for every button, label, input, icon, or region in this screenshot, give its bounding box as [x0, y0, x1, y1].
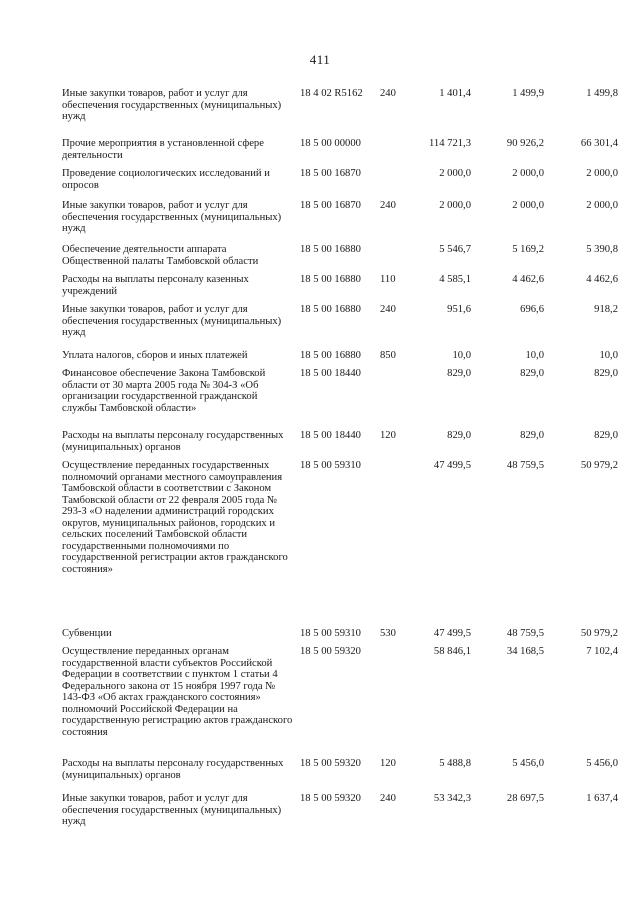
expense-type: 530	[380, 628, 396, 639]
expense-type: 850	[380, 350, 396, 361]
value-year-3: 50 979,2	[580, 460, 618, 471]
table-row	[62, 138, 618, 161]
target-code: 18 5 00 16880	[300, 274, 361, 285]
value-year-3: 918,2	[594, 304, 618, 315]
row-name: Финансовое обеспечение Закона Тамбовской области от 30 марта 2005 года № 304-З «Об организации государственной гражданской службы Тамбовской области»	[62, 368, 266, 414]
row-name: Осуществление переданных государственных полномочий органами местного самоуправления Тамбовской области в соответствии с Законом Тамбовской области от 22 февраля 2005 года № 293-З «О наделении администраций городских округов, муниципальных районов, городских и сельских поселений Тамбовской области государственными полномочиями по государственной регистрации актов гражданского состояния»	[62, 460, 288, 575]
value-year-1: 829,0	[447, 430, 471, 441]
target-code: 18 5 00 16880	[300, 304, 361, 315]
value-year-1: 5 546,7	[439, 244, 471, 255]
value-year-2: 34 168,5	[506, 646, 544, 657]
row-name: Субвенции	[62, 628, 112, 639]
value-year-3: 5 390,8	[586, 244, 618, 255]
row-name: Иные закупки товаров, работ и услуг для обеспечения государственных (муниципальных) нужд	[62, 793, 282, 827]
row-name: Иные закупки товаров, работ и услуг для обеспечения государственных (муниципальных) нужд	[62, 304, 282, 338]
target-code: 18 5 00 16870	[300, 168, 361, 179]
value-year-2: 696,6	[520, 304, 544, 315]
table-row	[62, 368, 618, 414]
page-number: 411	[309, 52, 331, 67]
target-code: 18 5 00 16880	[300, 350, 361, 361]
value-year-3: 66 301,4	[580, 138, 618, 149]
value-year-1: 829,0	[447, 368, 471, 379]
row-name: Иные закупки товаров, работ и услуг для обеспечения государственных (муниципальных) нужд	[62, 200, 282, 234]
row-name: Проведение социологических исследований и опросов	[62, 168, 270, 191]
expense-type: 240	[380, 793, 396, 804]
target-code: 18 5 00 59320	[300, 646, 361, 657]
table-row	[62, 430, 618, 453]
row-name: Иные закупки товаров, работ и услуг для обеспечения государственных (муниципальных) нужд	[62, 88, 282, 122]
table-row	[62, 88, 618, 123]
expense-type: 120	[380, 430, 396, 441]
value-year-2: 10,0	[525, 350, 544, 361]
expense-type: 240	[380, 88, 396, 99]
value-year-1: 1 401,4	[439, 88, 471, 99]
value-year-2: 5 169,2	[512, 244, 544, 255]
target-code: 18 5 00 59310	[300, 628, 361, 639]
value-year-2: 4 462,6	[512, 274, 544, 285]
table-row	[62, 200, 618, 235]
value-year-3: 829,0	[594, 368, 618, 379]
value-year-3: 5 456,0	[586, 758, 618, 769]
value-year-1: 951,6	[447, 304, 471, 315]
row-name: Расходы на выплаты персоналу казенных учреждений	[62, 274, 249, 297]
row-name: Уплата налогов, сборов и иных платежей	[62, 350, 248, 361]
value-year-1: 5 488,8	[439, 758, 471, 769]
value-year-3: 50 979,2	[580, 628, 618, 639]
value-year-1: 2 000,0	[439, 200, 471, 211]
target-code: 18 5 00 59320	[300, 793, 361, 804]
row-name: Расходы на выплаты персоналу государственных (муниципальных) органов	[62, 430, 284, 453]
table-row	[62, 793, 618, 828]
target-code: 18 5 00 16880	[300, 244, 361, 255]
value-year-2: 48 759,5	[506, 460, 544, 471]
table-row	[62, 168, 618, 191]
row-name: Прочие мероприятия в установленной сфере деятельности	[62, 138, 264, 161]
expense-type: 240	[380, 200, 396, 211]
target-code: 18 5 00 16870	[300, 200, 361, 211]
value-year-3: 829,0	[594, 430, 618, 441]
value-year-1: 2 000,0	[439, 168, 471, 179]
target-code: 18 5 00 18440	[300, 430, 361, 441]
value-year-2: 90 926,2	[506, 138, 544, 149]
table-row	[62, 274, 618, 297]
table-row	[62, 244, 618, 267]
table-row	[62, 460, 618, 575]
table-row	[62, 646, 618, 738]
table-row	[62, 758, 618, 781]
table-row	[62, 304, 618, 339]
value-year-3: 1 637,4	[586, 793, 618, 804]
value-year-2: 28 697,5	[506, 793, 544, 804]
value-year-3: 10,0	[599, 350, 618, 361]
expense-type: 240	[380, 304, 396, 315]
row-name: Обеспечение деятельности аппарата Общественной палаты Тамбовской области	[62, 244, 259, 267]
table-row	[62, 350, 618, 362]
target-code: 18 5 00 59320	[300, 758, 361, 769]
value-year-3: 4 462,6	[586, 274, 618, 285]
value-year-1: 58 846,1	[433, 646, 471, 657]
value-year-2: 829,0	[520, 430, 544, 441]
expense-type: 120	[380, 758, 396, 769]
value-year-3: 2 000,0	[586, 168, 618, 179]
target-code: 18 5 00 59310	[300, 460, 361, 471]
value-year-1: 4 585,1	[439, 274, 471, 285]
value-year-1: 53 342,3	[433, 793, 471, 804]
target-code: 18 4 02 R5162	[300, 88, 363, 99]
value-year-1: 47 499,5	[433, 460, 471, 471]
value-year-3: 7 102,4	[586, 646, 618, 657]
target-code: 18 5 00 18440	[300, 368, 361, 379]
value-year-2: 829,0	[520, 368, 544, 379]
row-name: Расходы на выплаты персоналу государственных (муниципальных) органов	[62, 758, 284, 781]
value-year-2: 1 499,9	[512, 88, 544, 99]
expense-type: 110	[380, 274, 396, 285]
value-year-2: 5 456,0	[512, 758, 544, 769]
value-year-1: 114 721,3	[429, 138, 471, 149]
value-year-2: 48 759,5	[506, 628, 544, 639]
row-name: Осуществление переданных органам государственной власти субъектов Российской Федерации в соответствии с пунктом 1 статьи 4 Федерального закона от 15 ноября 1997 года № 143-ФЗ «Об актах гражданского состояния» полномочий Российской Федерации на государственную регистрацию актов гражданского состояния	[62, 646, 293, 738]
target-code: 18 5 00 00000	[300, 138, 361, 149]
value-year-3: 2 000,0	[586, 200, 618, 211]
value-year-1: 10,0	[452, 350, 471, 361]
table-row	[62, 628, 618, 640]
value-year-2: 2 000,0	[512, 168, 544, 179]
value-year-3: 1 499,8	[586, 88, 618, 99]
value-year-1: 47 499,5	[433, 628, 471, 639]
value-year-2: 2 000,0	[512, 200, 544, 211]
